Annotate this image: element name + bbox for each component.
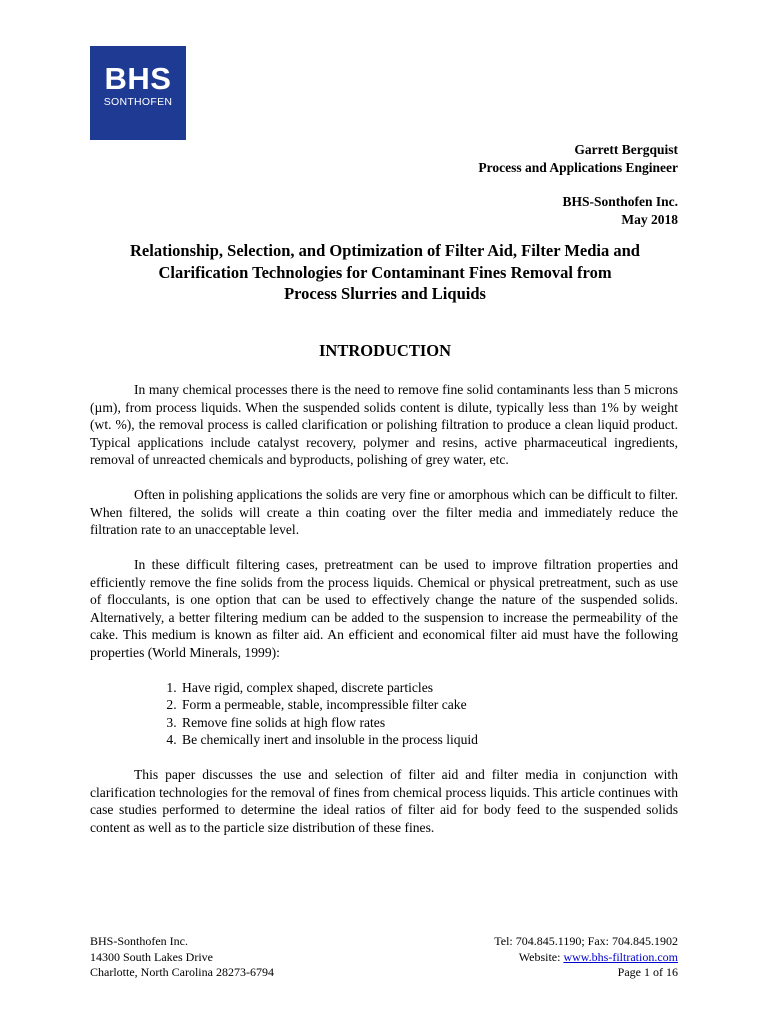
- list-item: 3. Remove fine solids at high flow rates: [180, 714, 678, 732]
- author-name: Garrett Bergquist: [574, 142, 678, 157]
- logo-sub-text: SONTHOFEN: [103, 96, 173, 108]
- logo-main-text: BHS: [104, 61, 172, 96]
- title-line-1: Relationship, Selection, and Optimization of Filter Aid, Filter Media and: [130, 241, 640, 260]
- footer-contact: [494, 934, 678, 981]
- bhs-sonthofen-logo: [90, 46, 186, 140]
- author-role: Process and Applications Engineer: [478, 159, 678, 175]
- body-text: [90, 381, 678, 854]
- paragraph-4: This paper discusses the use and selection of filter aid and filter media in conjunction with clarification technologies for the removal of fines from chemical process liquids. This article continues with case studies performed to determine the ideal ratios of filter aid for body feed to the suspended solids content as well as to the particle size distribution of these fines.: [90, 767, 678, 835]
- website-link[interactable]: www.bhs-filtration.com: [563, 949, 678, 964]
- footer-address: [90, 934, 274, 981]
- properties-list: [90, 679, 678, 749]
- page-number: Page 1 of 16: [617, 965, 678, 979]
- author-spacer: [478, 176, 678, 193]
- footer-street: 14300 South Lakes Drive: [90, 949, 213, 964]
- paragraph-2: Often in polishing applications the solids are very fine or amorphous which can be difficult to filter. When filtered, the solids will create a thin coating over the filter media and immediately reduce the filtration rate to an unacceptable level.: [90, 487, 678, 537]
- title-line-2: Clarification Technologies for Contaminant Fines Removal from: [158, 262, 612, 282]
- document-title: [90, 240, 680, 305]
- paragraph-3: In these difficult filtering cases, pretreatment can be used to improve filtration properties and efficiently remove the fine solids from the process liquids. Chemical or physical pretreatment, such as use of flocculants, is one option that can be used to effectively change the nature of the suspended solids. Alternatively, a better filtering medium can be added to the suspension to increase the permeability of the cake. This medium is known as filter aid. An efficient and economical filter aid must have the following properties (World Minerals, 1999):: [90, 557, 678, 660]
- author-date: May 2018: [621, 211, 678, 227]
- list-item: 2. Form a permeable, stable, incompressible filter cake: [180, 696, 678, 714]
- section-heading-introduction: INTRODUCTION: [318, 341, 452, 360]
- title-line-3: Process Slurries and Liquids: [284, 284, 486, 303]
- footer-website-label: Website:: [518, 949, 561, 964]
- footer-city: Charlotte, North Carolina 28273-6794: [90, 965, 274, 979]
- paragraph-1: In many chemical processes there is the need to remove fine solid contaminants less than 5 microns (µm), from process liquids. When the suspended solids content is dilute, typically less than 1% by weight (wt. %), the removal process is called clarification or polishing filtration to produce a clean liquid product. Typical applications include catalyst recovery, polymer and resins, active pharmaceutical ingredients, removal of unreacted chemicals and byproducts, polishing of grey water, etc.: [90, 382, 678, 467]
- footer-website-line: [494, 950, 678, 966]
- footer-company: BHS-Sonthofen Inc.: [90, 934, 188, 948]
- author-company: BHS-Sonthofen Inc.: [562, 194, 678, 209]
- list-item: 1. Have rigid, complex shaped, discrete particles: [180, 679, 678, 697]
- author-block: [478, 141, 678, 228]
- footer-phone-fax: Tel: 704.845.1190; Fax: 704.845.1902: [494, 934, 678, 948]
- list-item: 4. Be chemically inert and insoluble in the process liquid: [180, 731, 678, 749]
